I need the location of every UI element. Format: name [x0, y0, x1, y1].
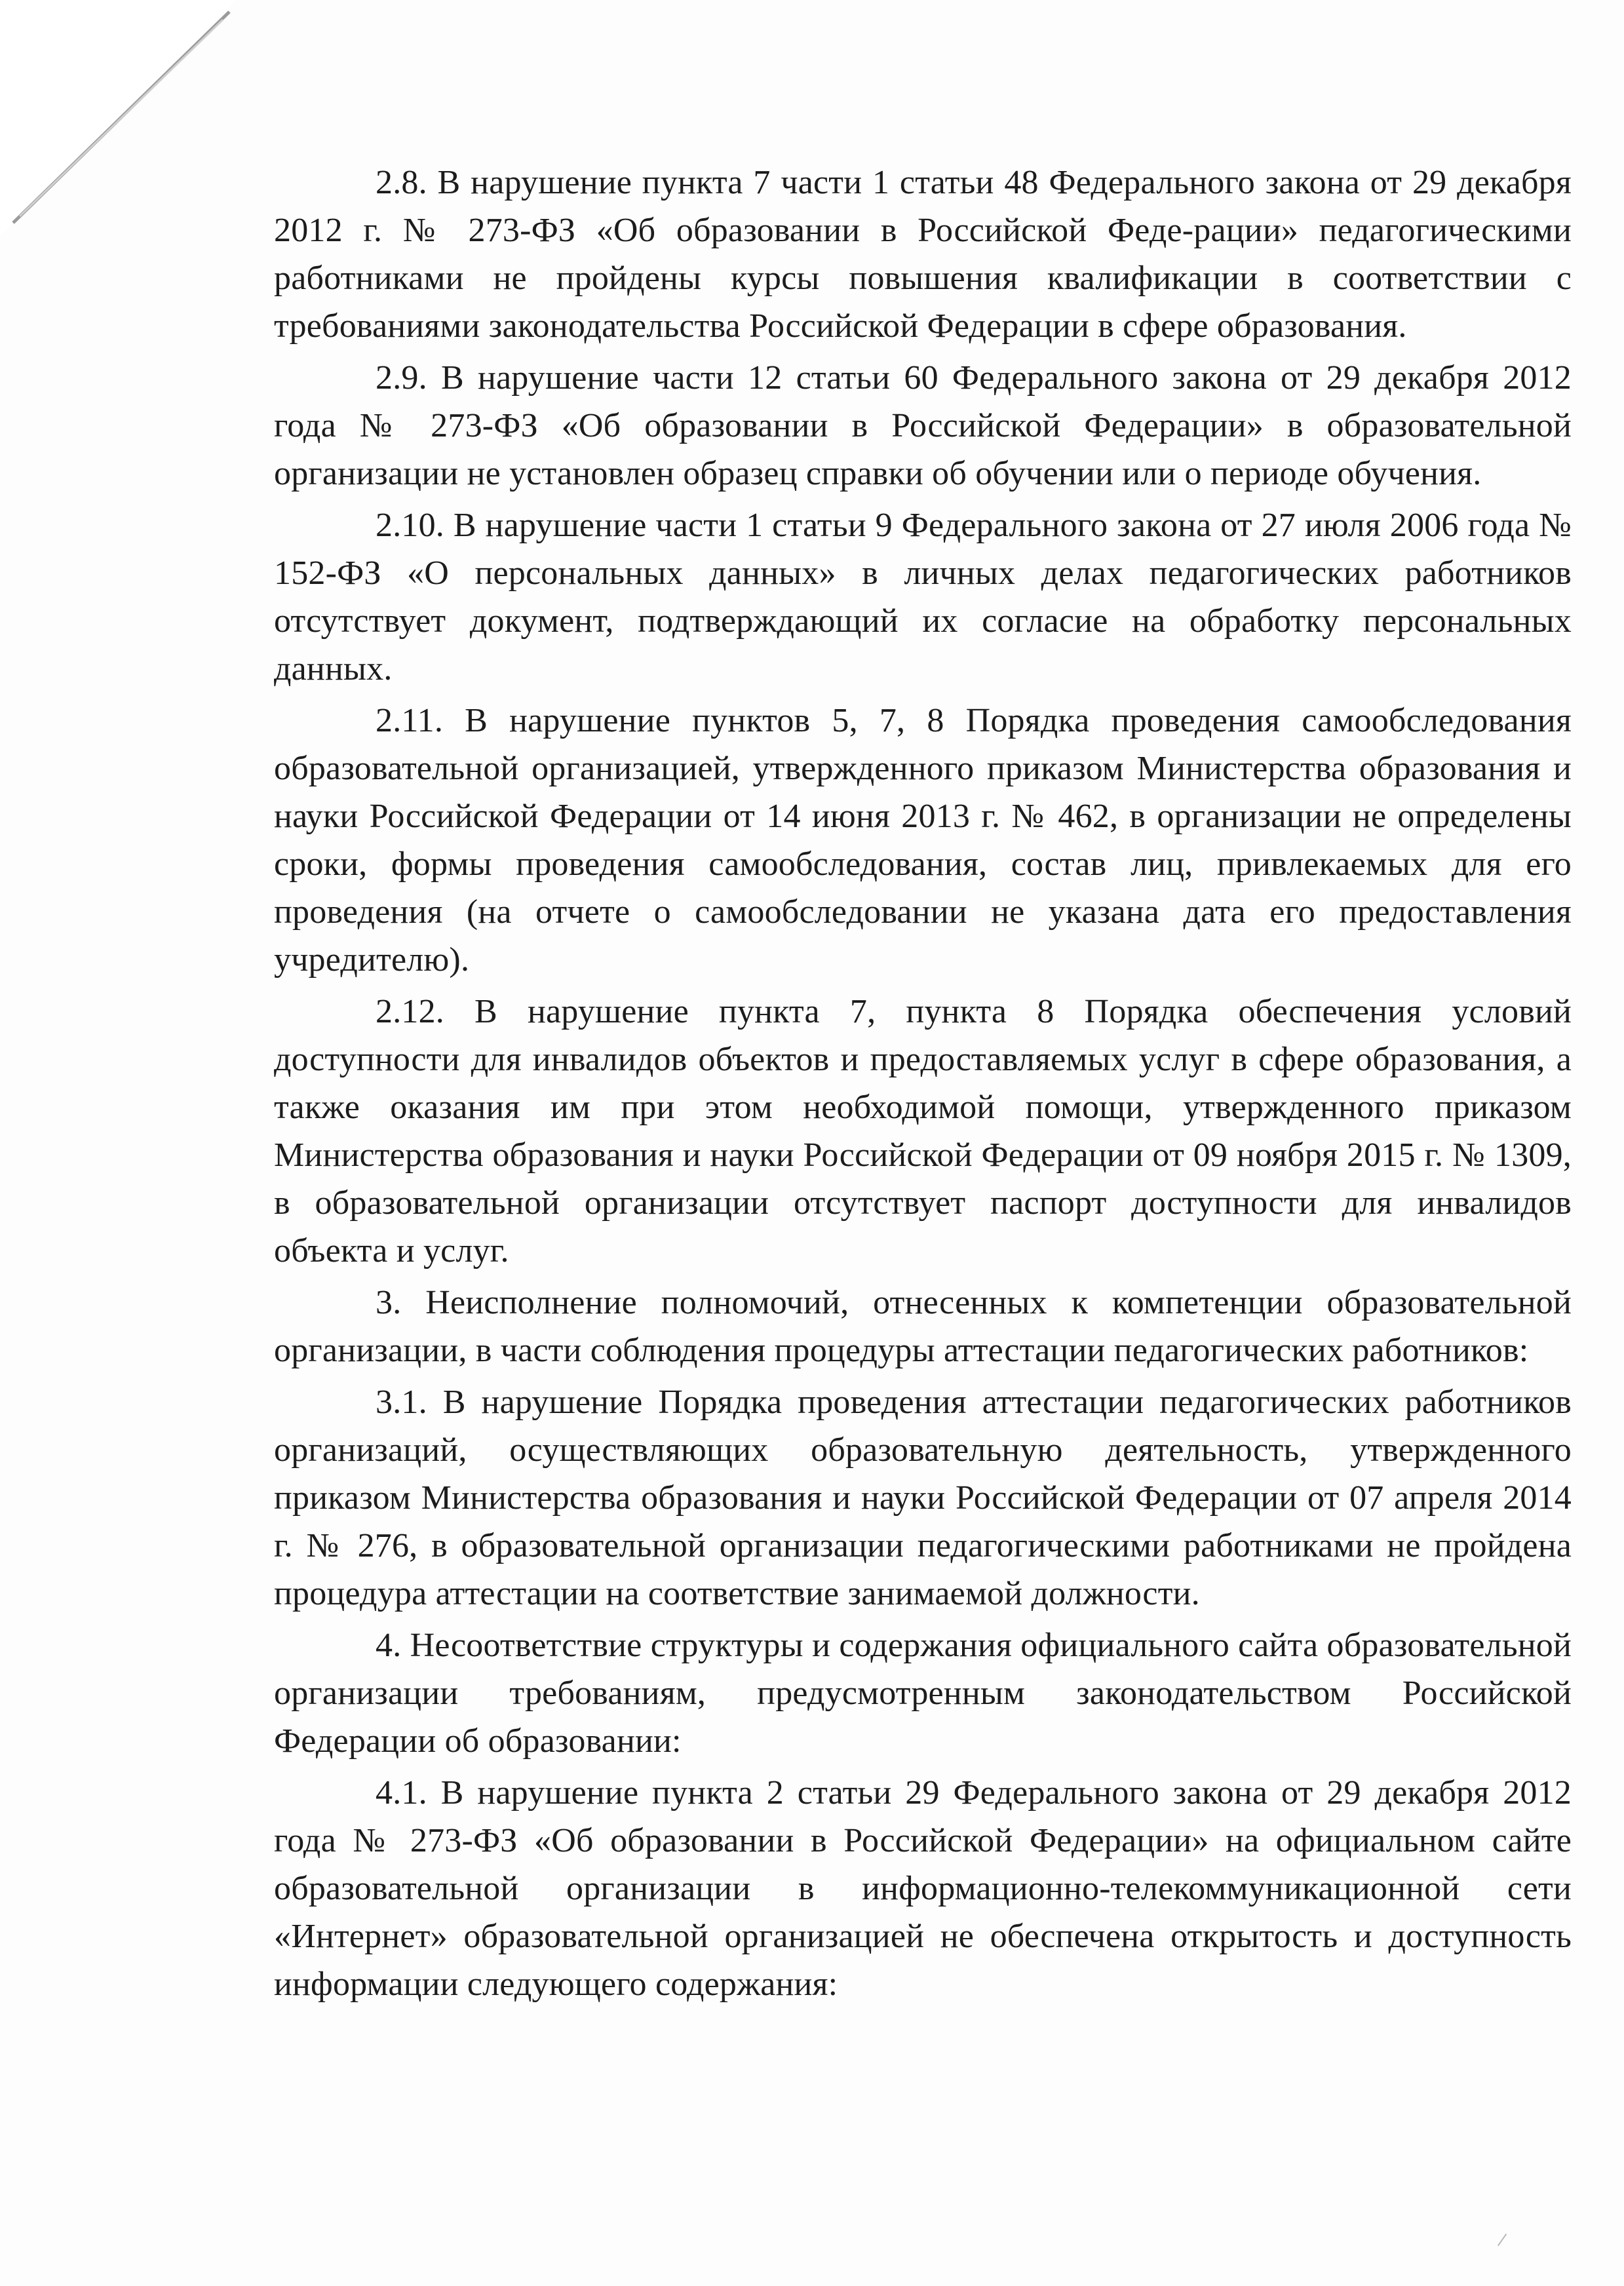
paragraph-2-9: 2.9. В нарушение части 12 статьи 60 Федерального закона от 29 декабря 2012 года № 273-ФЗ «Об образовании в Российской Федерации» в образовательной организации не установлен образец справки об обучении или о периоде обучения. — [274, 359, 1572, 492]
paragraph-4: 4. Несоответствие структуры и содержания официального сайта образовательной организации требованиям, предусмотренным законодательством Российской Федерации об образовании: — [274, 1627, 1572, 1760]
paragraph-2-10: 2.10. В нарушение части 1 статьи 9 Федерального закона от 27 июля 2006 года № 152-ФЗ «О персональных данных» в личных делах педагогических работников отсутствует документ, подтверждающий их согласие на обработку персональных данных. — [274, 507, 1572, 688]
paragraph-4-1: 4.1. В нарушение пункта 2 статьи 29 Федерального закона от 29 декабря 2012 года № 273-ФЗ «Об образовании в Российской Федерации» на официальном сайте образовательной организации в информационно-телекоммуникационной сети «Интернет» образовательной организацией не обеспечена открытость и доступность информации следующего содержания: — [274, 1774, 1572, 2003]
page-corner-fold — [0, 0, 236, 236]
document-body — [274, 159, 1572, 2008]
paragraph-2-11: 2.11. В нарушение пунктов 5, 7, 8 Порядка проведения самообследования образовательной организацией, утвержденного приказом Министерства образования и науки Российской Федерации от 14 июня 2013 г. № 462, в организации не определены сроки, формы проведения самообследования, состав лиц, привлекаемых для его проведения (на отчете о самообследовании не указана дата его предоставления учредителю). — [274, 702, 1572, 978]
paragraph-3: 3. Неисполнение полномочий, отнесенных к компетенции образовательной организации, в части соблюдения процедуры аттестации педагогических работников: — [274, 1284, 1572, 1369]
paragraph-2-12: 2.12. В нарушение пункта 7, пункта 8 Порядка обеспечения условий доступности для инвалидов объектов и предоставляемых услуг в сфере образования, а также оказания им при этом необходимой помощи, утвержденного приказом Министерства образования и науки Российской Федерации от 09 ноября 2015 г. № 1309, в образовательной организации отсутствует паспорт доступности для инвалидов объекта и услуг. — [274, 993, 1572, 1269]
paragraph-3-1: 3.1. В нарушение Порядка проведения аттестации педагогических работников организаций, осуществляющих образовательную деятельность, утвержденного приказом Министерства образования и науки Российской Федерации от 07 апреля 2014 г. № 276, в образовательной организации педагогическими работниками не пройдена процедура аттестации на соответствие занимаемой должности. — [274, 1384, 1572, 1612]
paragraph-2-8: 2.8. В нарушение пункта 7 части 1 статьи 48 Федерального закона от 29 декабря 2012 г. № 273-ФЗ «Об образовании в Российской Феде-рации» педагогическими работниками не пройдены курсы повышения квалификации в соответствии с требованиями законодательства Российской Федерации в сфере образования. — [274, 164, 1572, 345]
scan-artifact-mark — [1498, 2234, 1513, 2251]
